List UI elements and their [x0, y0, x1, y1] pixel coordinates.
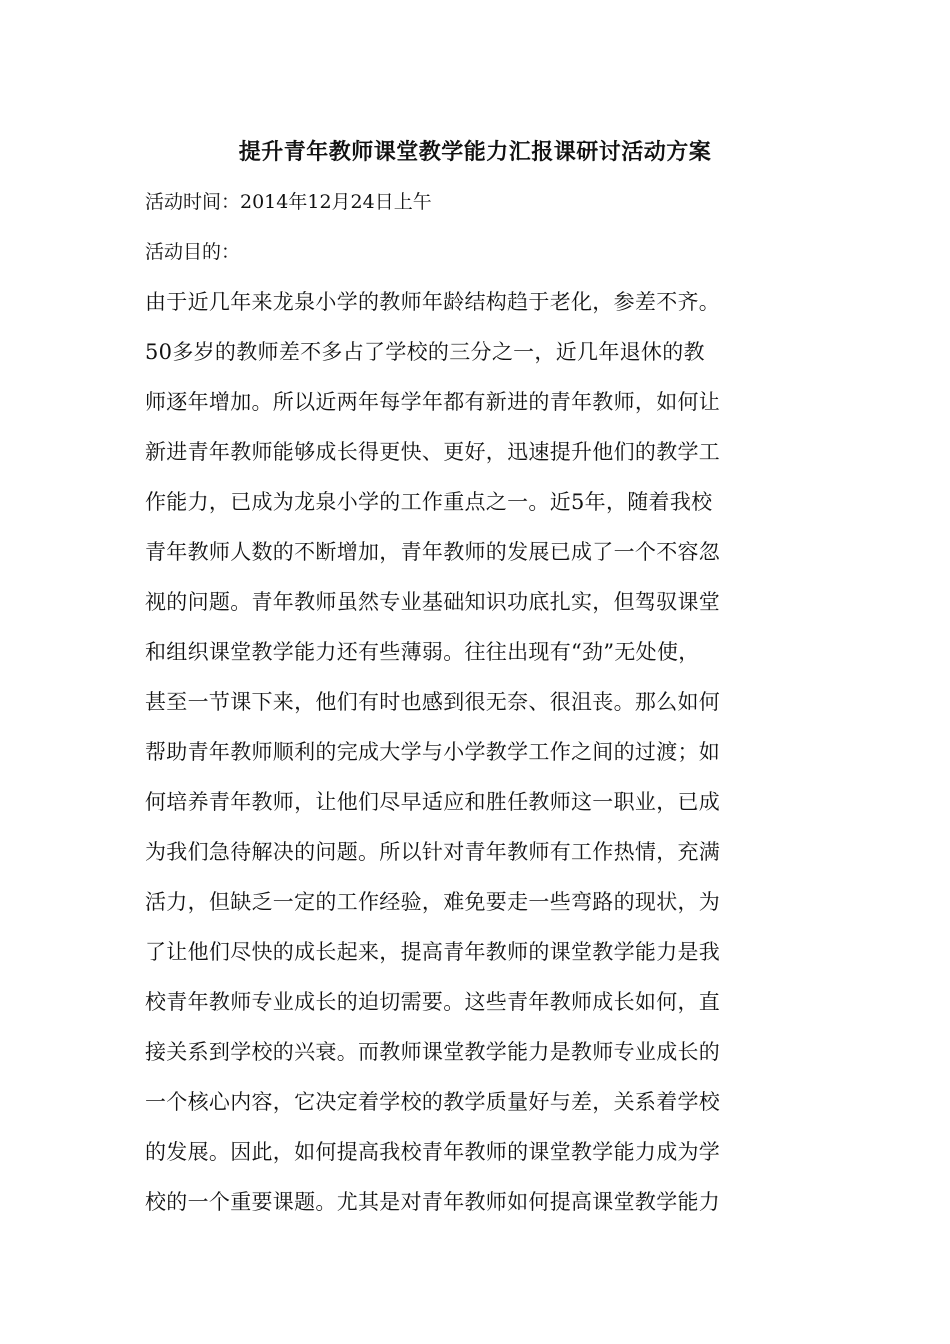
body-line: 青年教师人数的不断增加，青年教师的发展已成了一个不容忽 — [145, 540, 721, 564]
body-line: 新进青年教师能够成长得更快、更好，迅速提升他们的教学工 — [145, 440, 721, 464]
activity-purpose-label: 活动目的： — [145, 241, 241, 263]
body-line: 活力，但缺乏一定的工作经验，难免要走一些弯路的现状，为 — [145, 890, 721, 914]
body-line: 作能力，已成为龙泉小学的工作重点之一。近5年，随着我校 — [145, 490, 713, 514]
body-line: 甚至一节课下来，他们有时也感到很无奈、很沮丧。那么如何 — [145, 690, 721, 714]
body-line: 一个核心内容，它决定着学校的教学质量好与差，关系着学校 — [145, 1090, 721, 1114]
body-line: 帮助青年教师顺利的完成大学与小学教学工作之间的过渡；如 — [145, 740, 721, 764]
body-line: 师逐年增加。所以近两年每学年都有新进的青年教师，如何让 — [145, 390, 721, 414]
body-line: 的发展。因此，如何提高我校青年教师的课堂教学能力成为学 — [145, 1140, 721, 1164]
body-line: 校的一个重要课题。尤其是对青年教师如何提高课堂教学能力 — [145, 1190, 721, 1214]
body-line: 何培养青年教师，让他们尽早适应和胜任教师这一职业，已成 — [145, 790, 721, 814]
body-line: 50多岁的教师差不多占了学校的三分之一，近几年退休的教 — [145, 340, 705, 364]
activity-time: 活动时间：2014年12月24日上午 — [145, 191, 432, 213]
body-paragraph — [145, 285, 825, 1235]
body-line: 了让他们尽快的成长起来，提高青年教师的课堂教学能力是我 — [145, 940, 721, 964]
body-line: 和组织课堂教学能力还有些薄弱。往往出现有“劲”无处使， — [145, 640, 700, 664]
body-line: 为我们急待解决的问题。所以针对青年教师有工作热情，充满 — [145, 840, 721, 864]
body-line: 接关系到学校的兴衰。而教师课堂教学能力是教师专业成长的 — [145, 1040, 721, 1064]
body-line: 校青年教师专业成长的迫切需要。这些青年教师成长如何，直 — [145, 990, 721, 1014]
document-title: 提升青年教师课堂教学能力汇报课研讨活动方案 — [238, 139, 712, 165]
body-line: 由于近几年来龙泉小学的教师年龄结构趋于老化，参差不齐。 — [145, 290, 721, 314]
body-line: 视的问题。青年教师虽然专业基础知识功底扎实，但驾驭课堂 — [145, 590, 721, 614]
